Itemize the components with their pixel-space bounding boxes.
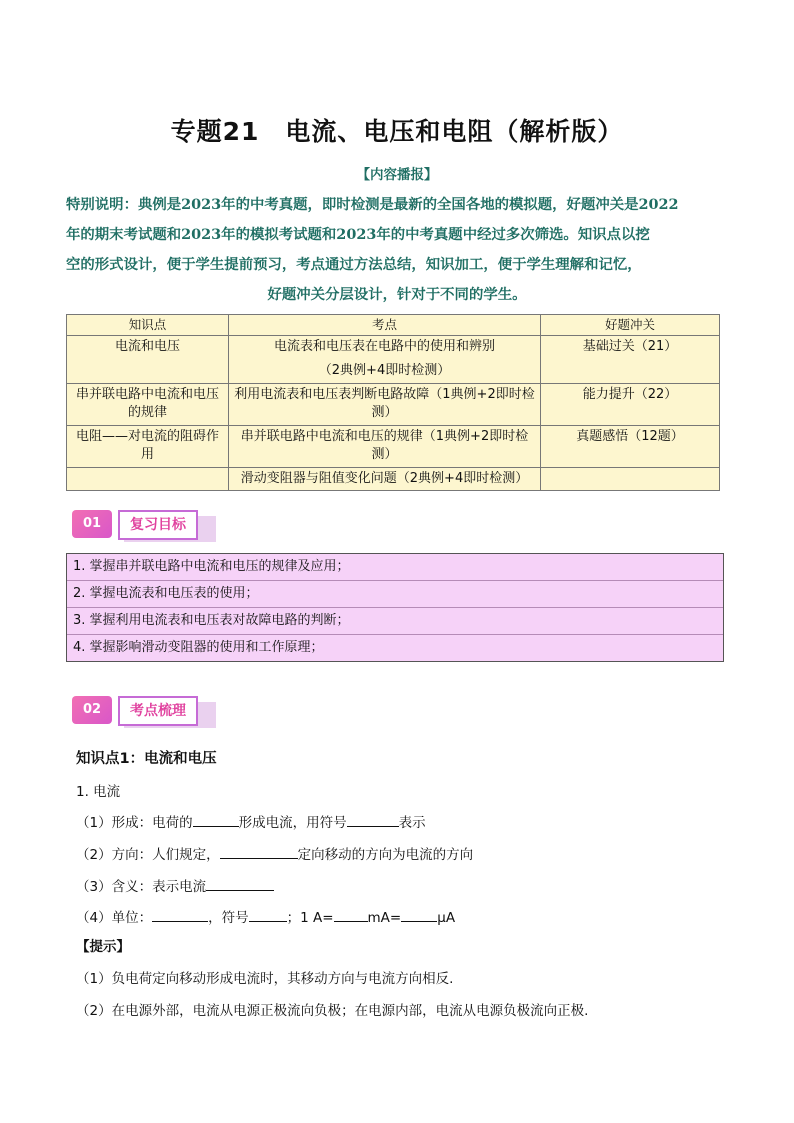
blank-field[interactable] <box>220 844 298 859</box>
blank-field[interactable] <box>206 876 274 891</box>
intro-text <box>66 190 732 280</box>
section-number: 01 <box>72 510 112 538</box>
current-heading: 1. 电流 <box>76 784 121 800</box>
section-badge-key-points <box>72 692 222 726</box>
section-label: 复习目标 <box>118 510 198 540</box>
table-header: 知识点 <box>67 315 229 336</box>
table-cell: 能力提升（22） <box>541 384 720 426</box>
table-cell <box>541 468 720 491</box>
intro-line: 年的期末考试题和2023年的模拟考试题和2023年的中考真题中经过多次筛选。知识点以挖 <box>66 226 650 243</box>
table-header: 好题冲关 <box>541 315 720 336</box>
goal-item: 3. 掌握利用电流表和电压表对故障电路的判断； <box>67 608 723 635</box>
table-header-row <box>67 315 720 336</box>
blank-field[interactable] <box>152 907 208 922</box>
table-cell: 串并联电路中电流和电压的规律 <box>67 384 229 426</box>
table-row <box>67 426 720 468</box>
table-cell <box>229 336 541 384</box>
section-badge-review-goals <box>72 506 222 540</box>
section-number: 02 <box>72 696 112 724</box>
goal-item: 4. 掌握影响滑动变阻器的使用和工作原理； <box>73 640 324 655</box>
goal-item: 2. 掌握电流表和电压表的使用； <box>67 581 723 608</box>
line-text: 表示 <box>398 815 426 831</box>
table-row <box>67 336 720 384</box>
table-cell: 利用电流表和电压表判断电路故障（1典例+2即时检测） <box>229 384 541 426</box>
cell-line: （2典例+4即时检测） <box>318 363 451 378</box>
blank-field[interactable] <box>193 812 239 827</box>
line-text: μA <box>437 910 456 926</box>
line-text: ，符号 <box>208 910 249 926</box>
line-text: （4）单位： <box>76 910 153 926</box>
blank-field[interactable] <box>347 812 399 827</box>
hint-item: （2）在电源外部，电流从电源正极流向负极；在电源内部，电流从电源负极流向正极. <box>76 1003 589 1019</box>
table-header: 考点 <box>229 315 541 336</box>
intro-line: 空的形式设计，便于学生提前预习，考点通过方法总结，知识加工，便于学生理解和记忆， <box>66 256 642 273</box>
table-cell: 电流和电压 <box>67 336 229 384</box>
blank-field[interactable] <box>401 907 437 922</box>
table-cell: 串并联电路中电流和电压的规律（1典例+2即时检测） <box>229 426 541 468</box>
cell-line: 电流表和电压表在电路中的使用和辨别 <box>273 339 495 354</box>
table-row <box>67 384 720 426</box>
section-label: 考点梳理 <box>118 696 198 726</box>
knowledge-point-title: 知识点1：电流和电压 <box>76 751 217 767</box>
line-text: ；1 A= <box>286 910 334 926</box>
blank-field[interactable] <box>249 907 287 922</box>
review-goals-box <box>66 553 724 662</box>
goal-item: 1. 掌握串并联电路中电流和电压的规律及应用； <box>67 554 723 581</box>
table-cell: 真题感悟（12题） <box>541 426 720 468</box>
line-text: mA= <box>367 910 402 926</box>
fill-line-formation <box>76 811 426 831</box>
line-text: （3）含义：表示电流 <box>76 879 207 895</box>
fill-line-direction <box>76 843 473 863</box>
fill-line-unit <box>76 906 455 926</box>
table-cell: 基础过关（21） <box>541 336 720 384</box>
line-text: 形成电流，用符号 <box>238 815 347 831</box>
table-cell: 电阻——对电流的阻碍作用 <box>67 426 229 468</box>
line-text: （1）形成：电荷的 <box>76 815 193 831</box>
intro-line: 特别说明：典例是2023年的中考真题，即时检测是最新的全国各地的模拟题，好题冲关是2022 <box>66 196 679 213</box>
table-cell <box>67 468 229 491</box>
intro-last-line: 好题冲关分层设计，针对于不同的学生。 <box>267 286 527 303</box>
table-cell: 滑动变阻器与阻值变化问题（2典例+4即时检测） <box>229 468 541 491</box>
hint-title: 【提示】 <box>76 939 130 955</box>
page-title: 专题21 电流、电压和电阻（解析版） <box>170 117 624 146</box>
blank-field[interactable] <box>334 907 368 922</box>
hint-item: （1）负电荷定向移动形成电流时，其移动方向与电流方向相反. <box>76 971 454 987</box>
content-label: 【内容播报】 <box>356 167 438 183</box>
content-table <box>66 314 720 491</box>
table-row <box>67 468 720 491</box>
fill-line-meaning <box>76 875 274 895</box>
line-text: 定向移动的方向为电流的方向 <box>297 847 474 863</box>
line-text: （2）方向：人们规定， <box>76 847 220 863</box>
